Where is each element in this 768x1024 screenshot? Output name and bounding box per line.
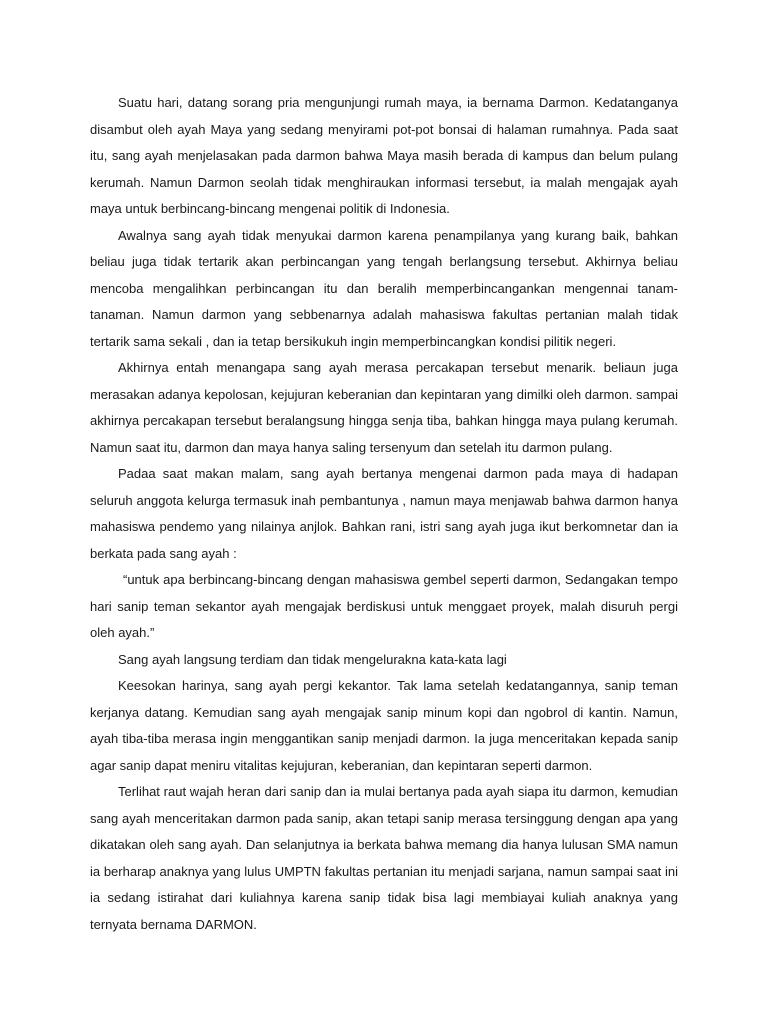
- paragraph-3: Akhirnya entah menangapa sang ayah merasa percakapan tersebut menarik. beliaun juga merasakan adanya kepolosan, kejujuran keberanian dan kepintaran yang dimilki oleh darmon. sampai akhirnya percakapan tersebut beralangsung hingga senja tiba, bahkan hingga maya pulang kerumah. Namun saat itu, darmon dan maya hanya saling tersenyum dan setelah itu darmon pulang.: [90, 360, 678, 455]
- paragraph-8: Terlihat raut wajah heran dari sanip dan ia mulai bertanya pada ayah siapa itu darmon, kemudian sang ayah menceritakan darmon pada sanip, akan tetapi sanip merasa tersinggung dengan apa yang dikatakan oleh sang ayah. Dan selanjutnya ia berkata bahwa memang dia hanya lulusan SMA namun ia berharap anaknya yang lulus UMPTN fakultas pertanian itu menjadi sarjana, namun sampai saat ini ia sedang istirahat dari kuliahnya karena sanip tidak bisa lagi membiayai kuliah anaknya yang ternyata bernama DARMON.: [90, 784, 678, 932]
- paragraph-7: Keesokan harinya, sang ayah pergi kekantor. Tak lama setelah kedatangannya, sanip teman kerjanya datang. Kemudian sang ayah mengajak sanip minum kopi dan ngobrol di kantin. Namun, ayah tiba-tiba merasa ingin menggantikan sanip menjadi darmon. Ia juga menceritakan kepada sanip agar sanip dapat meniru vitalitas kejujuran, keberanian, dan kepintaran seperti darmon.: [90, 678, 678, 773]
- paragraph-6: Sang ayah langsung terdiam dan tidak mengelurakna kata-kata lagi: [118, 651, 507, 667]
- paragraph-4: Padaa saat makan malam, sang ayah bertanya mengenai darmon pada maya di hadapan seluruh anggota kelurga termasuk inah pembantunya , namun maya menjawab bahwa darmon hanya mahasiswa pendemo yang nilainya anjlok. Bahkan rani, istri sang ayah juga ikut berkomnetar dan ia berkata pada sang ayah :: [90, 466, 678, 561]
- story-text: [90, 90, 678, 938]
- paragraph-2: Awalnya sang ayah tidak menyukai darmon karena penampilanya yang kurang baik, bahkan beliau juga tidak tertarik akan perbincangan yang tengah berlangsung tersebut. Akhirnya beliau mencoba mengalihkan perbincangan itu dan beralih memperbincangankan mengennai tanam-tanaman. Namun darmon yang sebbenarnya adalah mahasiswa fakultas pertanian malah tidak tertarik sama sekali , dan ia tetap bersikukuh ingin memperbincangkan kondisi pilitik negeri.: [90, 227, 678, 349]
- paragraph-1: Suatu hari, datang sorang pria mengunjungi rumah maya, ia bernama Darmon. Kedatanganya disambut oleh ayah Maya yang sedang menyirami pot-pot bonsai di halaman rumahnya. Pada saat itu, sang ayah menjelasakan pada darmon bahwa Maya masih berada di kampus dan belum pulang kerumah. Namun Darmon seolah tidak menghiraukan informasi tersebut, ia malah mengajak ayah maya untuk berbincang-bincang mengenai politik di Indonesia.: [90, 95, 678, 216]
- quote-paragraph: “untuk apa berbincang-bincang dengan mahasiswa gembel seperti darmon, Sedangakan tempo hari sanip teman sekantor ayah mengajak berdiskusi untuk menggaet proyek, malah disuruh pergi oleh ayah.”: [90, 572, 678, 640]
